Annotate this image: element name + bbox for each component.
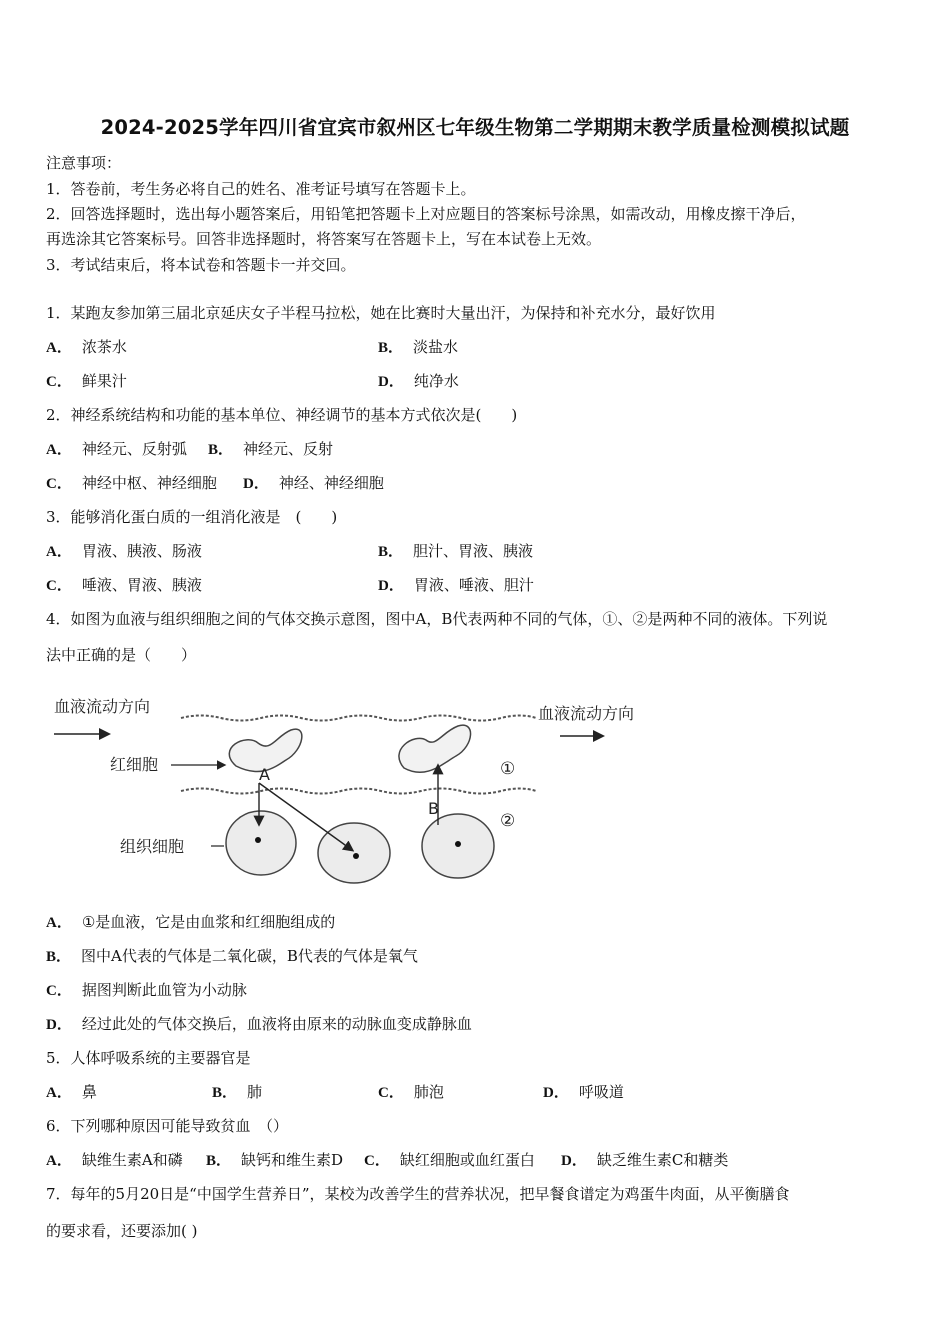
option: D． 胃液、唾液、胆汁: [378, 576, 534, 594]
option: A． 缺维生素A和磷: [46, 1151, 183, 1169]
notice-item: 再选涂其它答案标号。回答非选择题时，将答案写在答题卡上，写在本试卷上无效。: [46, 230, 602, 248]
option: D． 呼吸道: [543, 1083, 624, 1101]
flow-label-right: 血液流动方向: [538, 704, 635, 723]
question-stem: 4．如图为血液与组织细胞之间的气体交换示意图，图中A，B代表两种不同的气体，①、②是两种不同的液体。下列说: [46, 610, 828, 628]
red-blood-cell: [399, 725, 471, 772]
option: D． 缺乏维生素C和糖类: [561, 1151, 729, 1169]
option: A． 神经元、反射弧: [46, 440, 187, 458]
tissue-label: 组织细胞: [120, 837, 185, 856]
option: A． 胃液、胰液、肠液: [46, 542, 202, 560]
question-stem-continued: 法中正确的是（ ）: [46, 646, 197, 664]
option: D． 纯净水: [378, 372, 459, 390]
option: A． ①是血液，它是由血浆和红细胞组成的: [46, 913, 336, 931]
question-stem-continued: 的要求看，还要添加( ): [46, 1222, 198, 1240]
notice-item: 1．答卷前，考生务必将自己的姓名、准考证号填写在答题卡上。: [46, 180, 476, 198]
question-stem: 6．下列哪种原因可能导致贫血 （）: [46, 1117, 289, 1135]
option: B． 淡盐水: [378, 338, 459, 356]
option: C． 神经中枢、神经细胞: [46, 474, 217, 492]
page-title: 2024-2025学年四川省宜宾市叙州区七年级生物第二学期期末教学质量检测模拟试题: [100, 116, 850, 139]
option: B． 肺: [212, 1083, 263, 1101]
vessel-wall-bottom: [181, 789, 536, 794]
question-stem: 5．人体呼吸系统的主要器官是: [46, 1049, 251, 1067]
gas-a-label: A: [259, 765, 270, 784]
option: B． 图中A代表的气体是二氧化碳，B代表的气体是氧气: [46, 947, 418, 965]
option: C． 鲜果汁: [46, 372, 127, 390]
tissue-cell-nucleus: [353, 853, 359, 859]
vessel-wall-top: [181, 716, 536, 721]
gas-exchange-diagram: [46, 688, 658, 888]
option: C． 肺泡: [378, 1083, 444, 1101]
tissue-cell: [318, 823, 390, 883]
option: D． 经过此处的气体交换后，血液将由原来的动脉血变成静脉血: [46, 1015, 472, 1033]
option: C． 据图判断此血管为小动脉: [46, 981, 247, 999]
question-stem: 3．能够消化蛋白质的一组消化液是 ( ): [46, 508, 338, 526]
notice-heading: 注意事项：: [46, 154, 122, 172]
gas-b-label: B: [428, 799, 439, 818]
tissue-cell: [226, 811, 296, 875]
option: C． 唾液、胃液、胰液: [46, 576, 202, 594]
tissue-cell-nucleus: [255, 837, 261, 843]
option: B． 缺钙和维生素D: [206, 1151, 344, 1169]
option: C． 缺红细胞或血红蛋白: [364, 1151, 535, 1169]
option: A． 鼻: [46, 1083, 97, 1101]
option: B． 神经元、反射: [208, 440, 334, 458]
notice-item: 3．考试结束后，将本试卷和答题卡一并交回。: [46, 256, 356, 274]
question-stem: 2．神经系统结构和功能的基本单位、神经调节的基本方式依次是( ): [46, 406, 518, 424]
notice-item: 2．回答选择题时，选出每小题答案后，用铅笔把答题卡上对应题目的答案标号涂黑，如需改动，用橡皮擦干净后，: [46, 205, 806, 223]
flow-label-left: 血液流动方向: [54, 697, 151, 716]
fluid-1-label: ①: [500, 759, 516, 779]
question-stem: 1．某跑友参加第三届北京延庆女子半程马拉松，她在比赛时大量出汗，为保持和补充水分，最好饮用: [46, 304, 716, 322]
fluid-2-label: ②: [500, 811, 516, 831]
question-stem: 7．每年的5月20日是“中国学生营养日”，某校为改善学生的营养状况，把早餐食谱定为鸡蛋牛肉面，从平衡膳食: [46, 1185, 790, 1203]
rbc-label: 红细胞: [110, 755, 159, 774]
option: B． 胆汁、胃液、胰液: [378, 542, 534, 560]
option: D． 神经、神经细胞: [243, 474, 384, 492]
tissue-cell-nucleus: [455, 841, 461, 847]
option: A． 浓茶水: [46, 338, 127, 356]
